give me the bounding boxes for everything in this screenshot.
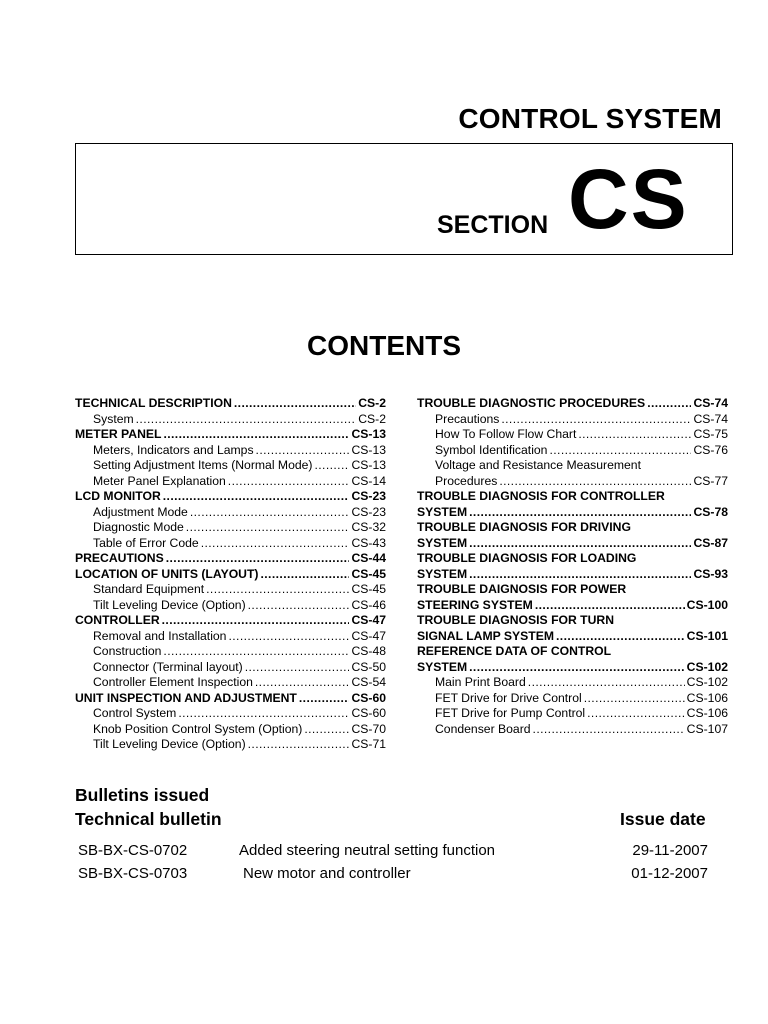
toc-entry-label: Control System (93, 706, 177, 720)
toc-leader-dots (314, 458, 349, 474)
toc-entry-label: Table of Error Code (93, 535, 199, 550)
toc-subentry[interactable] (75, 458, 386, 474)
toc-page-number: CS-23 (351, 504, 386, 519)
toc-subentry[interactable] (417, 722, 728, 738)
toc-leader-dots (228, 629, 349, 645)
toc-page-number: CS-74 (693, 396, 728, 410)
toc-entry[interactable] (417, 551, 728, 567)
toc-leader-dots (469, 536, 691, 552)
toc-page-number: CS-106 (686, 706, 728, 720)
toc-leader-dots (228, 474, 350, 490)
toc-entry[interactable] (417, 536, 728, 552)
toc-subentry[interactable] (75, 582, 386, 598)
toc-page-number: CS-50 (351, 659, 386, 674)
toc-entry-label: SYSTEM (417, 566, 468, 581)
toc-leader-dots (533, 722, 685, 738)
toc-entry-label: Removal and Installation (93, 628, 227, 643)
toc-leader-dots (578, 427, 691, 443)
toc-page-number: CS-107 (686, 721, 728, 736)
toc-entry[interactable] (75, 427, 386, 443)
toc-page-number: CS-71 (351, 737, 386, 751)
toc-subentry[interactable] (417, 443, 728, 459)
toc-page-number: CS-60 (351, 690, 386, 705)
toc-leader-dots (256, 443, 350, 459)
toc-page-number: CS-13 (351, 427, 386, 441)
toc-entry[interactable] (417, 567, 728, 583)
toc-subentry[interactable] (417, 458, 728, 474)
toc-page-number: CS-60 (351, 706, 386, 720)
bulletin-description: New motor and controller (243, 865, 411, 882)
toc-page-number: CS-47 (351, 628, 386, 643)
toc-leader-dots (178, 706, 349, 722)
toc-page-number: CS-77 (693, 473, 728, 488)
toc-leader-dots (469, 660, 685, 676)
toc-leader-dots (245, 660, 350, 676)
toc-entry[interactable] (417, 489, 728, 505)
toc-page-number: CS-2 (358, 411, 386, 426)
toc-leader-dots (469, 567, 691, 583)
toc-subentry[interactable] (417, 691, 728, 707)
toc-leader-dots (190, 505, 350, 521)
toc-page-number: CS-32 (351, 520, 386, 534)
toc-entry-label: Adjustment Mode (93, 504, 188, 519)
toc-entry[interactable] (417, 613, 728, 629)
toc-leader-dots (206, 582, 349, 598)
toc-entry-label: Tilt Leveling Device (Option) (93, 597, 246, 612)
toc-entry-label: Main Print Board (435, 675, 526, 689)
toc-subentry[interactable] (417, 474, 728, 490)
bulletin-date: 29-11-2007 (632, 842, 708, 859)
toc-subentry[interactable] (75, 474, 386, 490)
toc-entry-label: FET Drive for Drive Control (435, 690, 582, 705)
toc-entry-label: Connector (Terminal layout) (93, 659, 243, 674)
toc-entry[interactable] (75, 396, 386, 412)
toc-leader-dots (584, 691, 685, 707)
toc-entry[interactable] (75, 691, 386, 707)
toc-entry-label: Tilt Leveling Device (Option) (93, 737, 246, 751)
toc-page-number: CS-45 (351, 582, 386, 596)
toc-leader-dots (499, 474, 691, 490)
toc-leader-dots (549, 443, 691, 459)
toc-leader-dots (556, 629, 685, 645)
toc-page-number: CS-13 (351, 458, 386, 472)
toc-subentry[interactable] (75, 706, 386, 722)
toc-subentry[interactable] (75, 505, 386, 521)
bulletin-id: SB-BX-CS-0702 (78, 842, 188, 859)
toc-page-number: CS-93 (693, 566, 728, 581)
toc-page-number: CS-76 (693, 442, 728, 457)
toc-page-number: CS-102 (686, 675, 728, 689)
toc-entry-label: FET Drive for Pump Control (435, 706, 586, 720)
toc-subentry[interactable] (75, 660, 386, 676)
toc-page-number: CS-100 (686, 597, 728, 612)
toc-page-number: CS-2 (358, 396, 386, 410)
technical-bulletin-heading: Technical bulletin (75, 809, 222, 829)
toc-entry-label: Procedures (435, 473, 498, 488)
toc-entry[interactable] (417, 582, 728, 598)
toc-leader-dots (201, 536, 350, 552)
toc-leader-dots (528, 675, 685, 691)
toc-leader-dots (469, 505, 691, 521)
toc-subentry[interactable] (75, 443, 386, 459)
toc-entry-label: Precautions (435, 411, 500, 426)
toc-entry[interactable] (417, 396, 728, 412)
toc-entry-label: Meters, Indicators and Lamps (93, 442, 254, 457)
toc-page-number: CS-23 (351, 489, 386, 503)
toc-leader-dots (166, 551, 350, 567)
toc-leader-dots (501, 412, 691, 428)
toc-entry-label: System (93, 411, 134, 426)
toc-entry-label: SYSTEM (417, 659, 468, 674)
toc-entry-label: Construction (93, 644, 162, 658)
toc-entry[interactable] (75, 613, 386, 629)
toc-page-number: CS-87 (693, 535, 728, 550)
toc-entry-label: TECHNICAL DESCRIPTION (75, 396, 232, 410)
toc-entry-label: Diagnostic Mode (93, 520, 184, 534)
toc-entry[interactable] (75, 551, 386, 567)
toc-entry-label: UNIT INSPECTION AND ADJUSTMENT (75, 690, 297, 705)
toc-entry-label: REFERENCE DATA OF CONTROL (417, 644, 612, 658)
toc-leader-dots (587, 706, 685, 722)
toc-leader-dots (163, 427, 349, 443)
toc-entry[interactable] (417, 629, 728, 645)
toc-entry[interactable] (75, 489, 386, 505)
toc-leader-dots (136, 412, 357, 428)
toc-page-number: CS-75 (693, 427, 728, 441)
toc-leader-dots (260, 567, 349, 583)
toc-leader-dots (535, 598, 685, 614)
bulletin-description: Added steering neutral setting function (239, 842, 496, 859)
toc-page-number: CS-13 (351, 442, 386, 457)
toc-page-number: CS-46 (351, 597, 386, 612)
document-title: CONTROL SYSTEM (458, 103, 722, 134)
toc-entry[interactable] (417, 505, 728, 521)
toc-entry-label: TROUBLE DAIGNOSIS FOR POWER (417, 582, 627, 596)
toc-leader-dots (248, 737, 350, 753)
toc-subentry[interactable] (75, 536, 386, 552)
toc-page-number: CS-74 (693, 411, 728, 426)
toc-entry-label: Voltage and Resistance Measurement (435, 458, 641, 472)
toc-page-number: CS-101 (686, 628, 728, 643)
toc-page-number: CS-106 (686, 690, 728, 705)
toc-entry-label: TROUBLE DIAGNOSIS FOR LOADING (417, 551, 637, 565)
toc-subentry[interactable] (75, 520, 386, 536)
toc-entry-label: LCD MONITOR (75, 489, 161, 503)
toc-page-number: CS-102 (686, 659, 728, 674)
toc-page-number: CS-48 (351, 644, 386, 658)
toc-leader-dots (647, 396, 691, 412)
toc-page-number: CS-44 (351, 551, 386, 565)
toc-entry-label: TROUBLE DIAGNOSIS FOR DRIVING (417, 520, 631, 534)
toc-entry-label: PRECAUTIONS (75, 551, 164, 565)
toc-leader-dots (304, 722, 349, 738)
toc-subentry[interactable] (75, 644, 386, 660)
section-code: CS (568, 152, 689, 246)
toc-subentry[interactable] (75, 629, 386, 645)
bulletin-row (0, 865, 768, 887)
toc-leader-dots (163, 489, 350, 505)
toc-entry[interactable] (417, 644, 728, 660)
toc-page-number: CS-70 (351, 721, 386, 736)
toc-entry[interactable] (417, 520, 728, 536)
toc-left-column (75, 396, 386, 753)
toc-entry-label: STEERING SYSTEM (417, 597, 533, 612)
toc-page-number: CS-47 (351, 613, 386, 627)
bulletins-heading: Bulletins issued (75, 785, 210, 805)
toc-entry-label: SYSTEM (417, 504, 468, 519)
toc-entry-label: LOCATION OF UNITS (LAYOUT) (75, 566, 259, 581)
toc-entry-label: TROUBLE DIAGNOSIS FOR TURN (417, 613, 615, 627)
toc-leader-dots (234, 396, 356, 412)
toc-subentry[interactable] (75, 598, 386, 614)
toc-entry-label: CONTROLLER (75, 613, 160, 627)
issue-date-heading: Issue date (620, 809, 706, 829)
bulletin-id: SB-BX-CS-0703 (78, 865, 188, 882)
toc-entry-label: Knob Position Control System (Option) (93, 721, 303, 736)
toc-entry-label: METER PANEL (75, 427, 162, 441)
toc-subentry[interactable] (417, 675, 728, 691)
toc-subentry[interactable] (75, 722, 386, 738)
toc-page-number: CS-45 (351, 566, 386, 581)
toc-page-number: CS-43 (351, 535, 386, 550)
toc-entry[interactable] (75, 567, 386, 583)
toc-entry-label: Symbol Identification (435, 442, 548, 457)
toc-entry-label: SYSTEM (417, 535, 468, 550)
toc-subentry[interactable] (417, 427, 728, 443)
contents-heading: CONTENTS (307, 330, 461, 361)
toc-entry-label: Setting Adjustment Items (Normal Mode) (93, 458, 313, 472)
toc-entry-label: SIGNAL LAMP SYSTEM (417, 628, 555, 643)
toc-page-number: CS-14 (351, 473, 386, 488)
toc-entry[interactable] (417, 598, 728, 614)
section-banner (75, 143, 733, 255)
toc-entry-label: TROUBLE DIAGNOSTIC PROCEDURES (417, 396, 646, 410)
toc-entry-label: TROUBLE DIAGNOSIS FOR CONTROLLER (417, 489, 665, 503)
toc-leader-dots (248, 598, 350, 614)
toc-entry-label: Meter Panel Explanation (93, 473, 226, 488)
toc-subentry[interactable] (75, 412, 386, 428)
toc-subentry[interactable] (417, 706, 728, 722)
toc-page-number: CS-78 (693, 504, 728, 519)
toc-subentry[interactable] (75, 675, 386, 691)
toc-leader-dots (163, 644, 349, 660)
section-label: SECTION (437, 211, 549, 239)
toc-subentry[interactable] (75, 737, 386, 753)
toc-entry-label: Standard Equipment (93, 582, 205, 596)
toc-right-column (417, 396, 728, 737)
bulletin-date: 01-12-2007 (631, 865, 708, 882)
toc-leader-dots (186, 520, 350, 536)
toc-page-number: CS-54 (351, 675, 386, 689)
bulletin-row (0, 842, 768, 864)
toc-entry-label: Controller Element Inspection (93, 675, 253, 689)
toc-subentry[interactable] (417, 412, 728, 428)
toc-entry[interactable] (417, 660, 728, 676)
toc-entry-label: Condenser Board (435, 721, 531, 736)
toc-leader-dots (255, 675, 350, 691)
toc-entry-label: How To Follow Flow Chart (435, 427, 577, 441)
toc-leader-dots (162, 613, 350, 629)
toc-leader-dots (299, 691, 350, 707)
